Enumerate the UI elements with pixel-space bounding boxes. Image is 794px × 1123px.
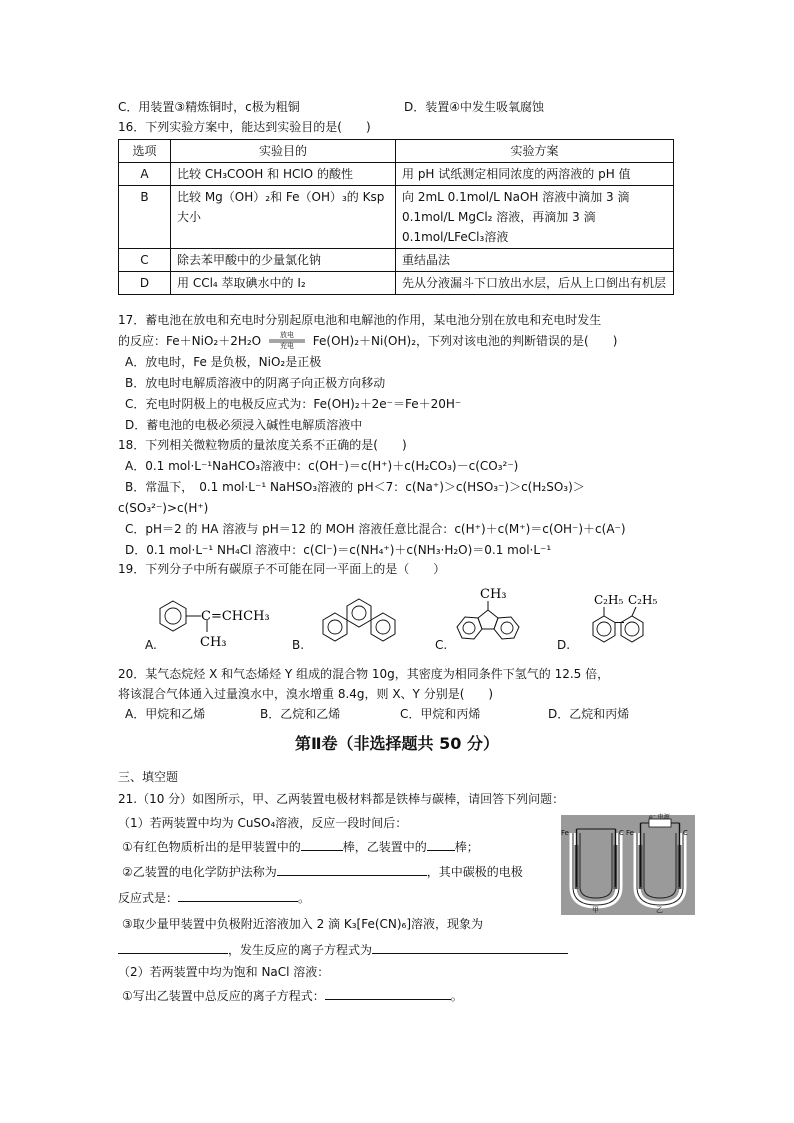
table-cell: 先从分液漏斗下口放出水层，后从上口倒出有机层 [396, 272, 674, 295]
molecule-d-ethyl-group-1: C₂H₅ [594, 593, 624, 607]
q21-1-1 [122, 838, 479, 856]
molecule-b-phenanthrene [315, 593, 411, 649]
text: 反应式是： [118, 891, 179, 905]
table-cell: A [119, 163, 171, 186]
q18-option-b-line1: B．常温下， 0.1 mol·L⁻¹ NaHSO₃溶液的 pH＜7：c(Na⁺)＞c(HSO₃⁻)＞c(H₂SO₃)＞ [125, 480, 585, 494]
answer-blank[interactable] [301, 838, 343, 851]
table-cell: 比较 Mg（OH）₂和 Fe（OH）₃的 Ksp 大小 [171, 186, 396, 249]
q16-stem: 16．下列实验方案中，能达到实验目的是( ) [118, 120, 371, 134]
q18-option-a: A．0.1 mol·L⁻¹NaHCO₃溶液中：c(OH⁻)＝c(H⁺)＋c(H₂CO₃)－c(CO₃²⁻) [125, 459, 519, 473]
q19-label-d: D. [557, 638, 571, 652]
q19-label-a: A. [145, 638, 157, 652]
answer-blank[interactable] [118, 941, 228, 954]
q17-option-b: B．放电时电解质溶液中的阴离子向正极方向移动 [125, 376, 386, 390]
q15-option-c: C．用装置③精炼铜时，c极为粗铜 [118, 100, 300, 114]
reversible-arrow [265, 332, 309, 350]
molecule-a-alkenyl-group: C=CHCH₃ [201, 609, 270, 624]
q20-stem-line2: 将该混合气体通入过量溴水中，溴水增重 8.4g，则 X、Y 分别是( ) [118, 687, 494, 701]
table-cell: 用 CCl₄ 萃取碘水中的 I₂ [171, 272, 396, 295]
q21-part2: （2）若两装置中均为饱和 NaCl 溶液： [118, 965, 330, 979]
table-cell: 除去苯甲酸中的少量氯化钠 [171, 249, 396, 272]
fig-label: 乙 [656, 906, 663, 914]
fig-label: Fe [561, 829, 569, 837]
fig-power-label: e⁻ 电源 [649, 814, 670, 821]
table-cell: 向 2mL 0.1mol/L NaOH 溶液中滴加 3 滴 0.1mol/L MgCl₂ 溶液，再滴加 3 滴 0.1mol/LFeCl₃溶液 [396, 186, 674, 249]
part-heading: 三、填空题 [118, 770, 179, 784]
q21-1-2-cont [118, 889, 310, 907]
fig-label: 甲 [592, 906, 599, 914]
text: 。 [450, 989, 463, 1003]
text: ①有红色物质析出的是甲装置中的 [122, 840, 301, 854]
text: ，发生反应的离子方程式为 [228, 943, 373, 957]
arrow-top-label: 放电 [279, 331, 294, 339]
electrochemistry-figure [561, 815, 695, 915]
table-cell: 用 pH 试纸测定相同浓度的两溶液的 pH 值 [396, 163, 674, 186]
molecule-d-ethyl-group-2: C₂H₅ [628, 593, 658, 607]
q17-option-c: C．充电时阴极上的电极反应式为：Fe(OH)₂＋2e⁻＝Fe＋20H⁻ [125, 397, 462, 411]
q18-option-d: D．0.1 mol·L⁻¹ NH₄Cl 溶液中：c(Cl⁻)＝c(NH₄⁺)＋c(NH₃·H₂O)＝0.1 mol·L⁻¹ [125, 543, 552, 557]
answer-blank[interactable] [178, 889, 298, 902]
answer-blank[interactable] [325, 987, 451, 1000]
q21-part1: （1）若两装置中均为 CuSO₄溶液，反应一段时间后： [118, 816, 408, 830]
text: 棒，乙装置中的 [342, 840, 427, 854]
q17-option-a: A．放电时，Fe 是负极，NiO₂是正极 [125, 355, 322, 369]
molecule-c-methylfluorene [452, 584, 524, 650]
q16-table [118, 139, 674, 295]
arrow-bottom-label: 充电 [279, 342, 294, 350]
molecule-d-diethylbiphenyl [574, 590, 664, 652]
table-row [119, 249, 674, 272]
q21-1-2 [122, 863, 523, 881]
molecule-a-methyl-group: CH₃ [200, 635, 227, 650]
text: 棒； [454, 840, 479, 854]
answer-blank[interactable] [427, 838, 455, 851]
table-row [119, 272, 674, 295]
q21-2-1 [122, 987, 463, 1005]
q21-1-3-cont [118, 941, 568, 959]
q19-label-b: B. [292, 638, 305, 652]
table-cell: 比较 CH₃COOH 和 HClO 的酸性 [171, 163, 396, 186]
text: 。 [298, 891, 311, 905]
table-header: 实验目的 [171, 140, 396, 163]
answer-blank[interactable] [372, 941, 568, 954]
table-cell: C [119, 249, 171, 272]
q18-stem: 18．下列相关微粒物质的量浓度关系不正确的是( ) [118, 438, 407, 452]
q17-stem-line2 [118, 332, 617, 350]
q20-option-b: B．乙烷和乙烯 [260, 707, 341, 721]
table-cell: 重结晶法 [396, 249, 674, 272]
q20-option-c: C．甲烷和丙烯 [400, 707, 481, 721]
table-header-row [119, 140, 674, 163]
fig-label: C [619, 829, 624, 837]
q15-option-d: D．装置④中发生吸氧腐蚀 [404, 100, 544, 114]
q18-option-b-line2: c(SO₃²⁻)>c(H⁺) [118, 501, 209, 515]
table-row [119, 163, 674, 186]
table-cell: D [119, 272, 171, 295]
q17-option-d: D．蓄电池的电极必须浸入碱性电解质溶液中 [125, 418, 363, 432]
q17-reactants: 的反应：Fe＋NiO₂＋2H₂O [118, 334, 262, 348]
q19-label-c: C. [435, 638, 448, 652]
table-cell: B [119, 186, 171, 249]
q19-stem: 19．下列分子中所有碳原子不可能在同一平面上的是（ ） [118, 562, 446, 576]
table-row [119, 186, 674, 249]
answer-blank[interactable] [277, 863, 427, 876]
molecule-c-methyl-group: CH₃ [480, 587, 507, 602]
molecule-a [145, 586, 285, 652]
text: ②乙装置的电化学防护法称为 [122, 865, 277, 879]
text: ①写出乙装置中总反应的离子方程式： [122, 989, 325, 1003]
q20-stem-line1: 20．某气态烷烃 X 和气态烯烃 Y 组成的混合物 10g，其密度为相同条件下氢气的 12.5 倍， [118, 667, 610, 681]
text: ，其中碳极的电极 [426, 865, 523, 879]
q21-1-3: ③取少量甲装置中负极附近溶液加入 2 滴 K₃[Fe(CN)₆]溶液，现象为 [122, 917, 484, 931]
table-header: 实验方案 [396, 140, 674, 163]
q17-products: Fe(OH)₂＋Ni(OH)₂，下列对该电池的判断错误的是( ) [312, 334, 618, 348]
q18-option-c: C．pH＝2 的 HA 溶液与 pH＝12 的 MOH 溶液任意比混合：c(H⁺)＋c(M⁺)＝c(OH⁻)＋c(A⁻) [125, 522, 626, 536]
q20-option-d: D．乙烷和丙烯 [548, 707, 630, 721]
q17-stem-line1: 17．蓄电池在放电和充电时分别起原电池和电解池的作用，某电池分别在放电和充电时发生 [118, 313, 602, 327]
table-header: 选项 [119, 140, 171, 163]
fig-label: C [683, 829, 688, 837]
q20-option-a: A．甲烷和乙烯 [125, 707, 206, 721]
q21-stem: 21.（10 分）如图所示，甲、乙两装置电极材料都是铁棒与碳棒，请回答下列问题： [118, 792, 565, 806]
fig-label: Fe [626, 829, 634, 837]
section-title: 第Ⅱ卷（非选择题共 50 分） [295, 734, 499, 753]
